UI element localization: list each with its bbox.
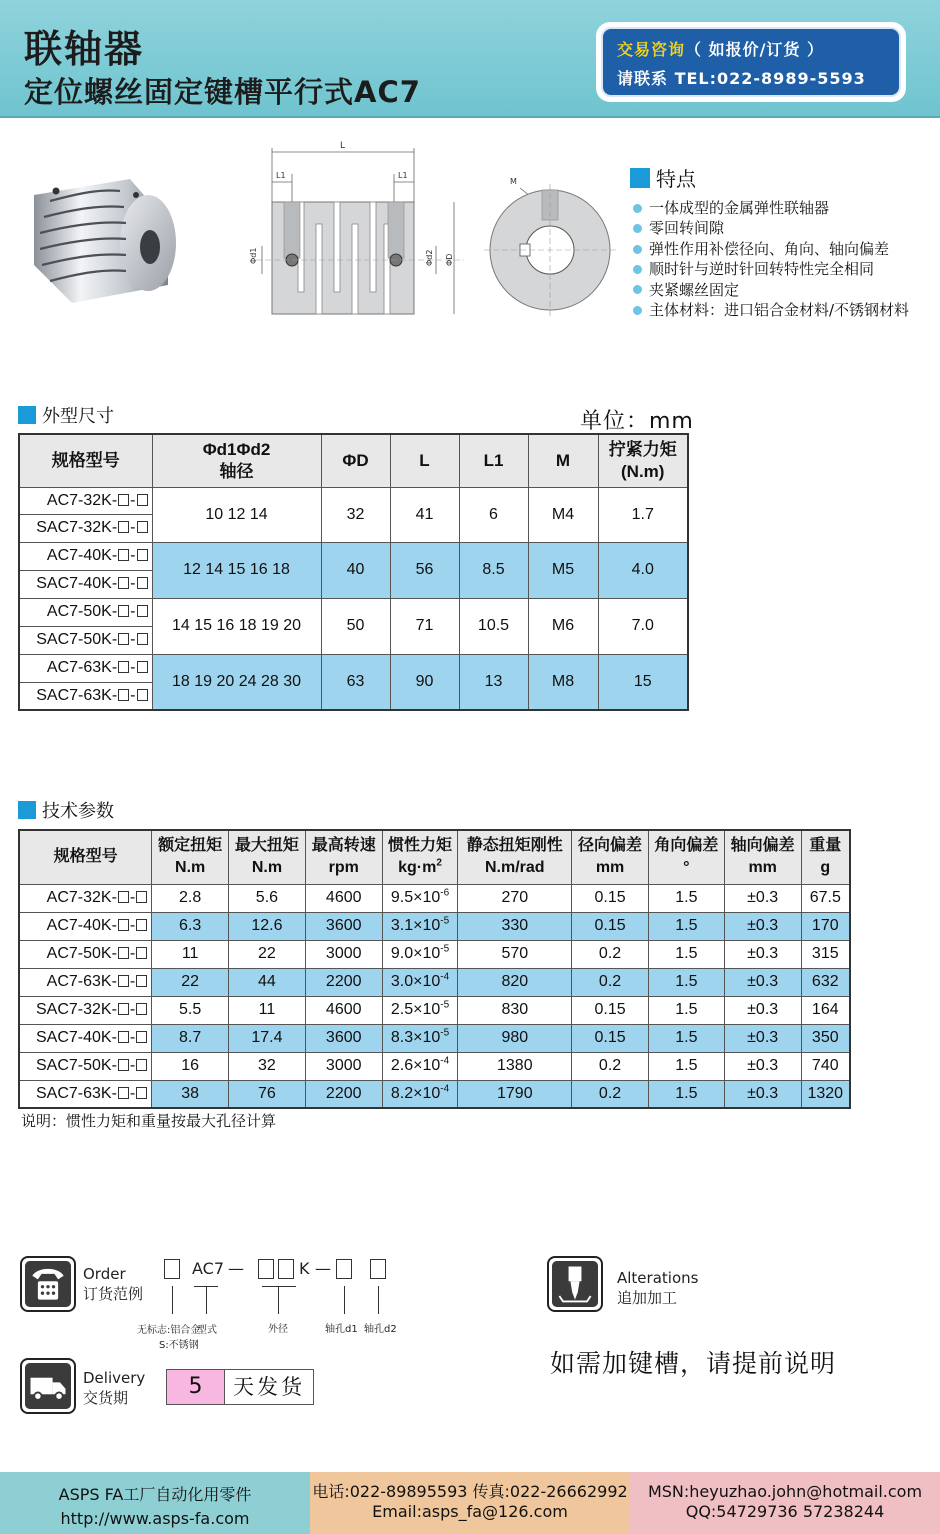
- caption-d1: 轴孔d1: [325, 1324, 358, 1335]
- caption-type: 型式: [197, 1325, 217, 1336]
- contact-inner: [601, 27, 901, 97]
- table-row: [19, 1052, 850, 1080]
- weight-cell: 315: [801, 940, 850, 968]
- screw-cell: M6: [528, 598, 598, 654]
- alterations-label-cn: 追加加工: [617, 1289, 678, 1307]
- axial-cell: ±0.3: [724, 996, 801, 1024]
- side-view-drawing: [236, 138, 476, 328]
- dim-L-label: L: [340, 141, 346, 151]
- angular-cell: 1.5: [648, 884, 724, 912]
- l1-cell: 8.5: [459, 542, 528, 598]
- feature-item: [630, 218, 935, 238]
- leader-line: [172, 1286, 173, 1314]
- l1-cell: 13: [459, 654, 528, 710]
- feature-item: [630, 198, 935, 218]
- torque-cell: 1.7: [598, 487, 688, 542]
- axial-cell: ±0.3: [724, 1080, 801, 1108]
- table-row: [19, 940, 850, 968]
- col-header-line: (N.m): [621, 461, 665, 481]
- bullet-icon: [633, 285, 642, 294]
- page-title: 联轴器: [24, 27, 145, 71]
- phone-icon: [25, 1261, 71, 1307]
- footer-im: [630, 1472, 940, 1534]
- model-cell: SAC7-50K- -: [19, 626, 152, 654]
- od-cell: 63: [321, 654, 390, 710]
- model-cell: AC7-63K- -: [19, 968, 152, 996]
- radial-cell: 0.2: [572, 940, 649, 968]
- code-dash: —: [228, 1259, 244, 1278]
- delivery-label-cn: 交货期: [83, 1389, 129, 1407]
- order-label-en: Order: [83, 1265, 126, 1283]
- axial-cell: ±0.3: [724, 968, 801, 996]
- table-row: [19, 487, 688, 514]
- col-header: 重量 g: [801, 830, 850, 884]
- bullet-icon: [633, 265, 642, 274]
- axial-cell: ±0.3: [724, 912, 801, 940]
- footer-msn: MSN:heyuzhao.john@hotmail.com: [647, 1482, 923, 1501]
- col-header: M: [528, 434, 598, 487]
- feature-item: [630, 300, 935, 320]
- rated-cell: 8.7: [152, 1024, 229, 1052]
- model-cell: SAC7-32K- -: [19, 996, 152, 1024]
- coupling-photo: [20, 165, 185, 315]
- phone-order-icon: [20, 1256, 76, 1312]
- bullet-icon: [633, 245, 642, 254]
- section-square-icon: [18, 801, 36, 819]
- col-header: 规格型号: [19, 830, 152, 884]
- inertia-cell: $8.2\times 10^{-4}$: [382, 1080, 458, 1108]
- weight-cell: 740: [801, 1052, 850, 1080]
- torque-cell: 4.0: [598, 542, 688, 598]
- bore-cell: 18 19 20 24 28 30: [152, 654, 321, 710]
- inertia-cell: $9.5\times 10^{-6}$: [382, 884, 458, 912]
- stiff-cell: 1380: [458, 1052, 572, 1080]
- radial-cell: 0.2: [572, 1080, 649, 1108]
- page-subtitle: 定位螺丝固定键槽平行式AC7: [24, 75, 421, 109]
- footer-qq: QQ:54729736 57238244: [685, 1502, 885, 1521]
- od-cell: 40: [321, 542, 390, 598]
- col-header: 角向偏差 °: [648, 830, 724, 884]
- bullet-icon: [633, 306, 642, 315]
- rpm-cell: 3000: [305, 1052, 382, 1080]
- alterations-caption: [617, 1268, 698, 1308]
- specs-note: 说明：惯性力矩和重量按最大孔径计算: [21, 1112, 277, 1130]
- model-cell: AC7-63K- -: [19, 654, 152, 682]
- rated-cell: 11: [152, 940, 229, 968]
- col-header: 惯性力矩 $kg\cdot m^2$: [382, 830, 458, 884]
- max-cell: 76: [229, 1080, 306, 1108]
- features-heading: [630, 163, 935, 192]
- model-cell: SAC7-50K- -: [19, 1052, 152, 1080]
- specs-title: 技术参数: [42, 801, 114, 822]
- model-cell: AC7-50K- -: [19, 598, 152, 626]
- truck-icon: [25, 1363, 71, 1409]
- dim-L1-right-label: L1: [398, 171, 408, 180]
- stiff-cell: 270: [458, 884, 572, 912]
- model-cell: AC7-50K- -: [19, 940, 152, 968]
- table-row: [19, 912, 850, 940]
- footer-company: [0, 1472, 310, 1534]
- rpm-cell: 3600: [305, 912, 382, 940]
- code-od-box: [278, 1259, 294, 1279]
- alterations-icon-box: [547, 1256, 603, 1312]
- leader-line: [278, 1286, 279, 1314]
- model-cell: AC7-40K- -: [19, 912, 152, 940]
- specs-table: [18, 829, 851, 1109]
- inertia-cell: $8.3\times 10^{-5}$: [382, 1024, 458, 1052]
- rpm-cell: 2200: [305, 968, 382, 996]
- max-cell: 5.6: [229, 884, 306, 912]
- max-cell: 17.4: [229, 1024, 306, 1052]
- dim-d1-label: Φd1: [249, 247, 258, 264]
- length-cell: 90: [390, 654, 459, 710]
- footer-email-link[interactable]: Email:asps_fa@126.com: [372, 1502, 568, 1521]
- weight-cell: 350: [801, 1024, 850, 1052]
- torque-cell: 15: [598, 654, 688, 710]
- leader-line: [206, 1286, 207, 1314]
- table-row: [19, 968, 850, 996]
- dim-D-label: ΦD: [445, 253, 454, 266]
- col-header: 最大扭矩 N.m: [229, 830, 306, 884]
- radial-cell: 0.15: [572, 996, 649, 1024]
- stiff-cell: 830: [458, 996, 572, 1024]
- leader-line: [378, 1286, 379, 1314]
- l1-cell: 6: [459, 487, 528, 542]
- feature-text: 顺时针与逆时针回转特性完全相同: [649, 260, 875, 279]
- length-cell: 71: [390, 598, 459, 654]
- bullet-icon: [633, 204, 642, 213]
- col-header: 径向偏差 mm: [572, 830, 649, 884]
- torque-cell: 7.0: [598, 598, 688, 654]
- code-d1-box: [336, 1259, 352, 1279]
- dim-M-label: M: [510, 177, 517, 186]
- drill-icon: [552, 1261, 598, 1307]
- inertia-cell: $3.0\times 10^{-4}$: [382, 968, 458, 996]
- max-cell: 32: [229, 1052, 306, 1080]
- delivery-label-en: Delivery: [83, 1369, 146, 1387]
- unit-label: 单位：mm: [580, 409, 694, 434]
- model-cell: AC7-32K- -: [19, 487, 152, 514]
- feature-item: [630, 259, 935, 279]
- code-dash: —: [315, 1259, 331, 1278]
- order-caption: [83, 1264, 143, 1304]
- leader-line: [262, 1286, 296, 1287]
- angular-cell: 1.5: [648, 1080, 724, 1108]
- leader-line: [344, 1286, 345, 1314]
- delivery-icon-box: [20, 1358, 76, 1414]
- rated-cell: 2.8: [152, 884, 229, 912]
- angular-cell: 1.5: [648, 1024, 724, 1052]
- bore-cell: 10 12 14: [152, 487, 321, 542]
- section-square-icon: [18, 406, 36, 424]
- stiff-cell: 1790: [458, 1080, 572, 1108]
- page-footer: [0, 1472, 940, 1534]
- screw-cell: M4: [528, 487, 598, 542]
- contact-line: [617, 37, 885, 60]
- od-cell: 32: [321, 487, 390, 542]
- feature-text: 零回转间隙: [649, 219, 725, 238]
- radial-cell: 0.15: [572, 912, 649, 940]
- col-header: [152, 434, 321, 487]
- table-header-row: [19, 434, 688, 487]
- dim-d2-label: Φd2: [425, 249, 434, 266]
- table-row: [19, 542, 688, 570]
- col-header: 最高转速 rpm: [305, 830, 382, 884]
- specs-body: [19, 884, 850, 1108]
- caption-material: 无标志:铝合金: [137, 1325, 201, 1336]
- feature-text: 夹紧螺丝固定: [649, 280, 740, 299]
- angular-cell: 1.5: [648, 1052, 724, 1080]
- l1-cell: 10.5: [459, 598, 528, 654]
- model-cell: AC7-40K- -: [19, 542, 152, 570]
- col-header: 轴向偏差 mm: [724, 830, 801, 884]
- order-label-cn: 订货范例: [83, 1285, 144, 1303]
- dimensions-title: 外型尺寸: [42, 406, 114, 427]
- stiff-cell: 570: [458, 940, 572, 968]
- specs-heading: [18, 797, 114, 823]
- max-cell: 22: [229, 940, 306, 968]
- bore-cell: 12 14 15 16 18: [152, 542, 321, 598]
- rpm-cell: 3600: [305, 1024, 382, 1052]
- leader-line: [194, 1286, 218, 1287]
- footer-company-name: ASPS FA工厂自动化用零件: [58, 1485, 252, 1504]
- axial-cell: ±0.3: [724, 940, 801, 968]
- col-header-line: 轴径: [219, 461, 254, 481]
- col-header-line: Φd1Φd2: [202, 439, 271, 459]
- axial-cell: ±0.3: [724, 884, 801, 912]
- weight-cell: 1320: [801, 1080, 850, 1108]
- max-cell: 44: [229, 968, 306, 996]
- rated-cell: 5.5: [152, 996, 229, 1024]
- od-cell: 50: [321, 598, 390, 654]
- angular-cell: 1.5: [648, 968, 724, 996]
- length-cell: 56: [390, 542, 459, 598]
- delivery-caption: [83, 1368, 145, 1408]
- dim-L1-left-label: L1: [276, 171, 286, 180]
- angular-cell: 1.5: [648, 912, 724, 940]
- table-row: [19, 884, 850, 912]
- col-header: ΦD: [321, 434, 390, 487]
- inertia-cell: $2.6\times 10^{-4}$: [382, 1052, 458, 1080]
- code-k: K: [299, 1259, 310, 1278]
- dimensions-table: [18, 433, 689, 711]
- model-cell: SAC7-40K- -: [19, 1024, 152, 1052]
- alterations-note: 如需加键槽，请提前说明: [550, 1349, 837, 1378]
- table-row: [19, 1080, 850, 1108]
- contact-note: （ 如报价/订货 ）: [685, 40, 825, 59]
- rpm-cell: 3000: [305, 940, 382, 968]
- radial-cell: 0.2: [572, 1052, 649, 1080]
- col-header: 规格型号: [19, 434, 152, 487]
- table-row: [19, 996, 850, 1024]
- feature-item: [630, 280, 935, 300]
- features-section: [630, 163, 935, 320]
- inertia-cell: $3.1\times 10^{-5}$: [382, 912, 458, 940]
- angular-cell: 1.5: [648, 940, 724, 968]
- rpm-cell: 4600: [305, 884, 382, 912]
- delivery-days-text: 天发货: [224, 1369, 314, 1405]
- table-header-row: [19, 830, 850, 884]
- footer-phone: 电话:022-89895593 传真:022-26662992: [312, 1482, 628, 1501]
- feature-text: 主体材料：进口铝合金材料/不锈钢材料: [649, 301, 910, 320]
- rated-cell: 38: [152, 1080, 229, 1108]
- caption-material-s: S:不锈钢: [159, 1340, 199, 1351]
- axial-cell: ±0.3: [724, 1052, 801, 1080]
- caption-d2: 轴孔d2: [364, 1324, 397, 1335]
- radial-cell: 0.15: [572, 1024, 649, 1052]
- contact-box: [596, 22, 906, 102]
- length-cell: 41: [390, 487, 459, 542]
- features-title: 特点: [656, 167, 696, 191]
- col-header: 额定扭矩 N.m: [152, 830, 229, 884]
- contact-label: 交易咨询: [617, 40, 686, 59]
- footer-website-link[interactable]: http://www.asps-fa.com: [60, 1509, 250, 1528]
- weight-cell: 632: [801, 968, 850, 996]
- rated-cell: 22: [152, 968, 229, 996]
- table-row: [19, 654, 688, 682]
- code-ac7: AC7: [192, 1259, 225, 1278]
- feature-text: 弹性作用补偿径向、角向、轴向偏差: [649, 239, 890, 258]
- axial-cell: ±0.3: [724, 1024, 801, 1052]
- bullet-icon: [633, 224, 642, 233]
- features-list: [630, 198, 935, 320]
- code-od-box: [258, 1259, 274, 1279]
- inertia-cell: $2.5\times 10^{-5}$: [382, 996, 458, 1024]
- section-square-icon: [630, 168, 650, 188]
- col-header: L1: [459, 434, 528, 487]
- rpm-cell: 4600: [305, 996, 382, 1024]
- feature-item: [630, 239, 935, 259]
- model-cell: SAC7-63K- -: [19, 1080, 152, 1108]
- rpm-cell: 2200: [305, 1080, 382, 1108]
- max-cell: 12.6: [229, 912, 306, 940]
- rated-cell: 6.3: [152, 912, 229, 940]
- dimensions-heading: [18, 402, 114, 428]
- col-header-line: 拧紧力矩: [608, 439, 677, 459]
- radial-cell: 0.2: [572, 968, 649, 996]
- screw-cell: M8: [528, 654, 598, 710]
- stiff-cell: 820: [458, 968, 572, 996]
- alterations-label-en: Alterations: [617, 1269, 699, 1287]
- weight-cell: 164: [801, 996, 850, 1024]
- model-cell: SAC7-32K- -: [19, 514, 152, 542]
- col-header: [598, 434, 688, 487]
- radial-cell: 0.15: [572, 884, 649, 912]
- angular-cell: 1.5: [648, 996, 724, 1024]
- inertia-cell: $9.0\times 10^{-5}$: [382, 940, 458, 968]
- model-cell: SAC7-63K- -: [19, 682, 152, 710]
- front-view-drawing: [480, 168, 620, 318]
- code-material-box: [164, 1259, 180, 1279]
- rated-cell: 16: [152, 1052, 229, 1080]
- weight-cell: 170: [801, 912, 850, 940]
- screw-cell: M5: [528, 542, 598, 598]
- stiff-cell: 980: [458, 1024, 572, 1052]
- code-d2-box: [370, 1259, 386, 1279]
- model-cell: AC7-32K- -: [19, 884, 152, 912]
- weight-cell: 67.5: [801, 884, 850, 912]
- page-header: [0, 0, 940, 118]
- bore-cell: 14 15 16 18 19 20: [152, 598, 321, 654]
- delivery-days-badge: 5: [166, 1369, 224, 1405]
- col-header: L: [390, 434, 459, 487]
- contact-phone[interactable]: 请联系 TEL:022-8989-5593: [617, 69, 866, 88]
- model-cell: SAC7-40K- -: [19, 570, 152, 598]
- stiff-cell: 330: [458, 912, 572, 940]
- table-row: [19, 598, 688, 626]
- table-row: [19, 1024, 850, 1052]
- footer-contact: [310, 1472, 630, 1534]
- caption-od: 外径: [268, 1324, 288, 1335]
- col-header: 静态扭矩刚性 N.m/rad: [458, 830, 572, 884]
- max-cell: 11: [229, 996, 306, 1024]
- feature-text: 一体成型的金属弹性联轴器: [649, 199, 830, 217]
